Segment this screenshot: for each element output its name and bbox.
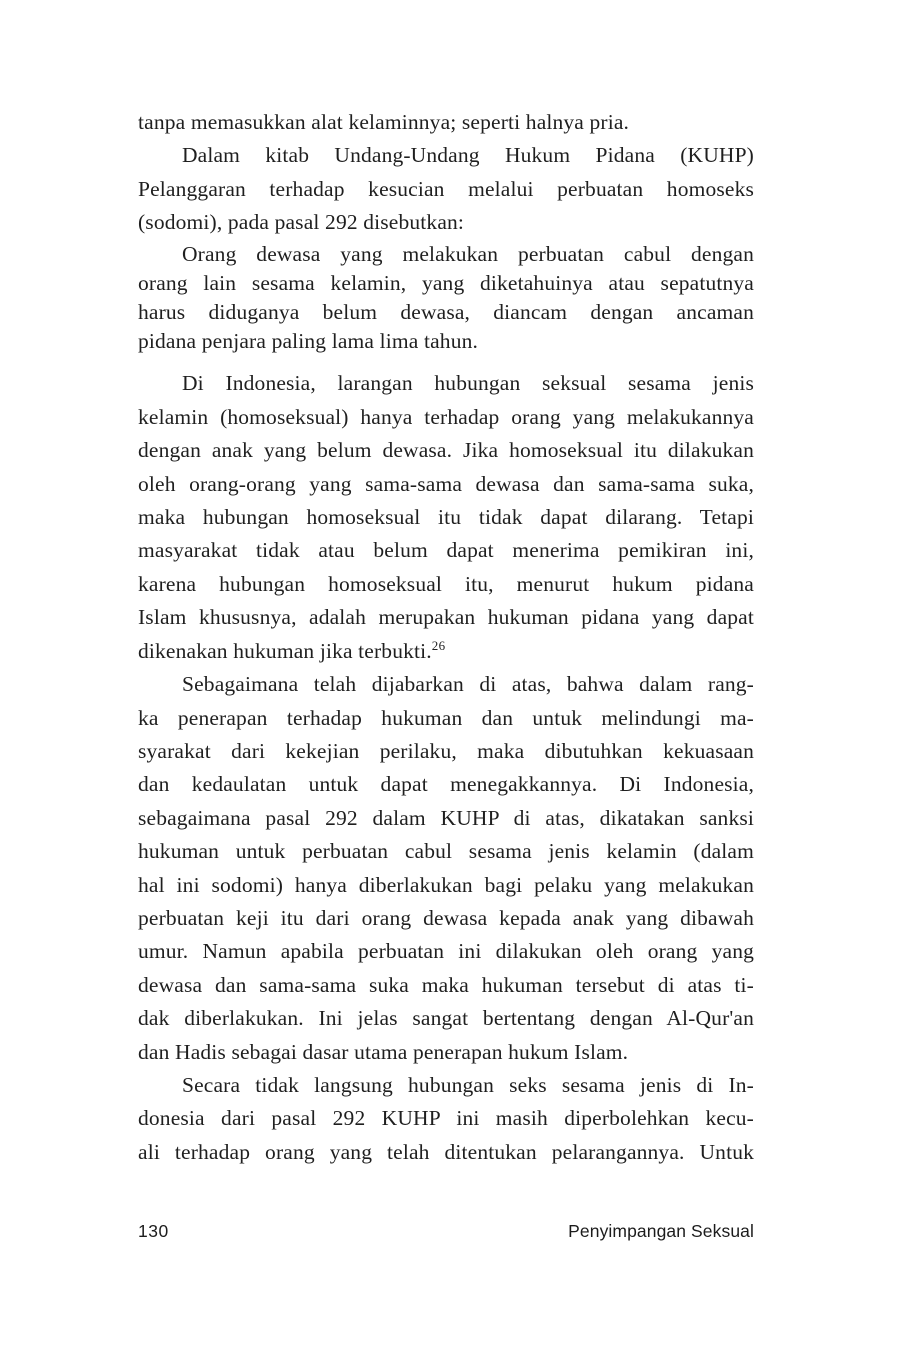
paragraph [138,668,754,1069]
text-line: pidana penjara paling lama lima tahun. [138,329,479,354]
text-line: Dalam kitab Undang-Undang Hukum Pidana (KUHP) [182,143,754,168]
text-line: Secara tidak langsung hubungan seks sesama jenis di In- [182,1072,754,1097]
text-line: Pelanggaran terhadap kesucian melalui perbuatan homoseks [138,176,754,201]
text-line: dengan anak yang belum dewasa. Jika homoseksual itu dilakukan [138,438,754,463]
text-line: dan Hadis sebagai dasar utama penerapan hukum Islam. [138,1039,629,1064]
text-line: dan kedaulatan untuk dapat menegakkannya. Di Indonesia, [138,772,754,797]
text-line: syarakat dari kekejian perilaku, maka dibutuhkan kekuasaan [138,738,754,763]
text-line: maka hubungan homoseksual itu tidak dapat dilarang. Tetapi [138,505,754,530]
text-line: umur. Namun apabila perbuatan ini dilakukan oleh orang yang [138,939,754,964]
page-number: 130 [138,1221,169,1241]
block-quote [138,240,754,357]
text-column [138,106,754,1169]
text-line: masyarakat tidak atau belum dapat menerima pemikiran ini, [138,538,754,563]
text-line: perbuatan keji itu dari orang dewasa kepada anak yang dibawah [138,905,754,930]
paragraph [138,139,754,239]
paragraph [138,1069,754,1169]
text-line: sebagaimana pasal 292 dalam KUHP di atas, dikatakan sanksi [138,805,754,830]
text-line: harus diduganya belum dewasa, diancam dengan ancaman [138,300,754,325]
text-line: hal ini sodomi) hanya diberlakukan bagi pelaku yang melakukan [138,872,754,897]
text-line: tanpa memasukkan alat kelaminnya; seperti halnya pria. [138,110,630,134]
running-title: Penyimpangan Seksual [568,1221,754,1241]
text-line: dewasa dan sama-sama suka maka hukuman tersebut di atas ti- [138,972,754,997]
text-line: Islam khususnya, adalah merupakan hukuman pidana yang dapat [138,605,754,630]
text-line: Sebagaimana telah dijabarkan di atas, bahwa dalam rang- [182,672,754,697]
text-line: Di Indonesia, larangan hubungan seksual sesama jenis [182,371,754,396]
text-line: hukuman untuk perbuatan cabul sesama jenis kelamin (dalam [138,839,754,864]
text-line: dikenakan hukuman jika terbukti.$^{26}$ [138,637,446,663]
text-line: donesia dari pasal 292 KUHP ini masih diperbolehkan kecu- [138,1106,754,1131]
text-line: kelamin (homoseksual) hanya terhadap orang yang melakukannya [138,404,754,429]
text-line: karena hubungan homoseksual itu, menurut hukum pidana [138,571,754,596]
text-line: oleh orang-orang yang sama-sama dewasa dan sama-sama suka, [138,471,754,496]
text-line: dak diberlakukan. Ini jelas sangat bertentang dengan Al-Qur'an [138,1006,754,1031]
footnote-reference: 26 [431,637,446,653]
paragraph [138,367,754,668]
paragraph [138,106,754,139]
page-footer [138,1221,754,1242]
text-line: ali terhadap orang yang telah ditentukan pelarangannya. Untuk [138,1139,754,1164]
text-line: (sodomi), pada pasal 292 disebutkan: [138,210,465,235]
text-line: Orang dewasa yang melakukan perbuatan cabul dengan [182,241,754,266]
text-line: ka penerapan terhadap hukuman dan untuk melindungi ma- [138,705,754,730]
text-line: orang lain sesama kelamin, yang diketahuinya atau sepatutnya [138,270,754,295]
